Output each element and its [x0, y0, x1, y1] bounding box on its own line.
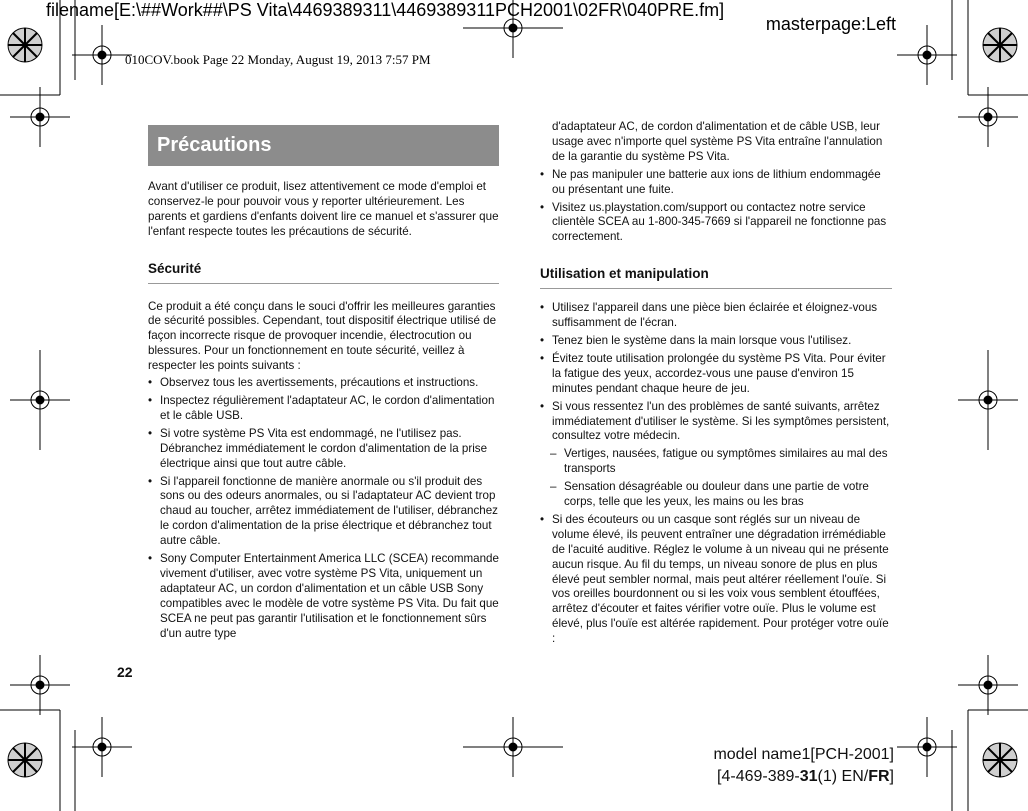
- filename-label: filename[E:\##Work##\PS Vita\4469389311\4469389311PCH2001\02FR\040PRE.fm]: [46, 0, 725, 20]
- section-heading-utilisation: Utilisation et manipulation: [540, 267, 892, 289]
- registration-crosshair-icon: [10, 655, 70, 715]
- left-column: [148, 180, 499, 644]
- list-item: • Si l'appareil fonctionne de manière anormale ou s'il produit des sons ou des odeurs anormales, ou si l'adaptateur AC devient trop chaud au toucher, arrêtez immédiatement de l'utiliser, débranchez le cordon d'alimentation de la prise électrique et débranchez tout autre câble.: [148, 475, 499, 550]
- code-suffix: ]: [889, 768, 894, 785]
- list-item: • Tenez bien le système dans la main lorsque vous l'utilisez.: [540, 334, 892, 349]
- page-number: 22: [117, 664, 133, 680]
- registration-crosshair-icon: [72, 717, 132, 777]
- list-item: • Sony Computer Entertainment America LLC (SCEA) recommande vivement d'utiliser, avec votre système PS Vita, uniquement un adaptateur AC, un cordon d'alimentation et un câble USB Sony compatibles avec le modèle de votre système PS Vita. Du fait que SCEA ne peut pas garantir l'utilisation et le fonctionnement sûrs d'un autre type: [148, 552, 499, 641]
- list-item: • Utilisez l'appareil dans une pièce bien éclairée et éloignez-vous suffisamment de l'écran.: [540, 301, 892, 331]
- model-name: model name1[PCH-2001]: [713, 746, 894, 763]
- star-target-icon: [983, 28, 1017, 62]
- continuation-paragraph: d'adaptateur AC, de cordon d'alimentation et de câble USB, leur usage avec n'importe quel système PS Vita entraîne l'annulation de la garantie du système PS Vita.: [552, 120, 883, 163]
- book-info: 010COV.book Page 22 Monday, August 19, 2013 7:57 PM: [125, 52, 431, 67]
- code-revision: 31: [799, 768, 818, 785]
- registration-crosshair-icon: [463, 717, 563, 777]
- registration-crosshair-icon: [958, 350, 1018, 450]
- registration-crosshair-icon: [897, 717, 957, 777]
- list-item: • Observez tous les avertissements, précautions et instructions.: [148, 376, 499, 391]
- footer: [713, 744, 894, 788]
- registration-crosshair-icon: [10, 87, 70, 147]
- list-item: • Visitez us.playstation.com/support ou contactez notre service clientèle SCEA au 1-800-345-7669 si l'appareil ne fonctionne pas correctement.: [540, 201, 892, 246]
- code-language: FR: [868, 768, 890, 785]
- sub-list-item: – Vertiges, nausées, fatigue ou symptômes similaires au mal des transports: [540, 447, 892, 477]
- sub-list-item: – Sensation désagréable ou douleur dans une partie de votre corps, telle que les yeux, les mains ou les bras: [540, 480, 892, 510]
- registration-crosshair-icon: [10, 350, 70, 450]
- registration-crosshair-icon: [72, 25, 132, 85]
- list-item: • Inspectez régulièrement l'adaptateur AC, le cordon d'alimentation et le câble USB.: [148, 394, 499, 424]
- securite-list: [148, 376, 499, 641]
- code-middle: (1) EN/: [817, 768, 869, 785]
- registration-crosshair-icon: [958, 655, 1018, 715]
- right-list: [540, 168, 892, 246]
- product-code: [713, 766, 894, 788]
- registration-crosshair-icon: [958, 87, 1018, 147]
- list-item: • Ne pas manipuler une batterie aux ions de lithium endommagée ou présentant une fuite.: [540, 168, 892, 198]
- star-target-icon: [983, 743, 1017, 777]
- list-item: • Si des écouteurs ou un casque sont réglés sur un niveau de volume élevé, ils peuvent entraîner une dégradation irrémédiable de l'acuité auditive. Réglez le volume à un niveau qui ne présente aucun risque. Au fil du temps, un niveau sonore de plus en plus élevé peut sembler normal, mais peut altérer réellement l'ouïe. Si vos oreilles bourdonnent ou si les voix vous semblent étouffées, arrêtez d'écouter et faites vérifier votre ouïe. Plus le volume est élevé, plus l'ouïe est altérée rapidement. Pour protéger votre ouïe :: [540, 513, 892, 647]
- registration-crosshair-icon: [897, 25, 957, 85]
- list-item: • Si vous ressentez l'un des problèmes de santé suivants, arrêtez immédiatement d'utiliser le système. Si les symptômes persistent, consultez votre médecin.: [540, 400, 892, 445]
- list-item: • Évitez toute utilisation prolongée du système PS Vita. Pour éviter la fatigue des yeux, accordez-vous une pause d'environ 15 minutes pendant chaque heure de jeu.: [540, 352, 892, 397]
- page-title: Précautions: [148, 125, 499, 166]
- star-target-icon: [8, 743, 42, 777]
- list-item: • Si votre système PS Vita est endommagé, ne l'utilisez pas. Débranchez immédiatement le cordon d'alimentation de la prise électrique ainsi que tout autre câble.: [148, 427, 499, 472]
- star-target-icon: [8, 28, 42, 62]
- right-column: [540, 120, 892, 650]
- securite-paragraph: Ce produit a été conçu dans le souci d'offrir les meilleures garanties de sécurité possibles. Cependant, tout dispositif électrique utilisé de façon incorrecte risque de provoquer incendie, électrocution ou blessures. Pour un fonctionnement en toute sécurité, veillez à respecter les points suivants :: [148, 299, 497, 373]
- utilisation-list: [540, 301, 892, 647]
- masterpage-label: masterpage:Left: [765, 14, 896, 34]
- code-prefix: [4-469-389-: [717, 768, 800, 785]
- section-heading-securite: Sécurité: [148, 262, 499, 284]
- intro-paragraph: Avant d'utiliser ce produit, lisez attentivement ce mode d'emploi et conservez-le pour pouvoir vous y reporter ultérieurement. Les parents et gardiens d'enfants doivent lire ce manuel et s'assurer que l'enfant respecte toutes les précautions de sécurité.: [148, 180, 499, 238]
